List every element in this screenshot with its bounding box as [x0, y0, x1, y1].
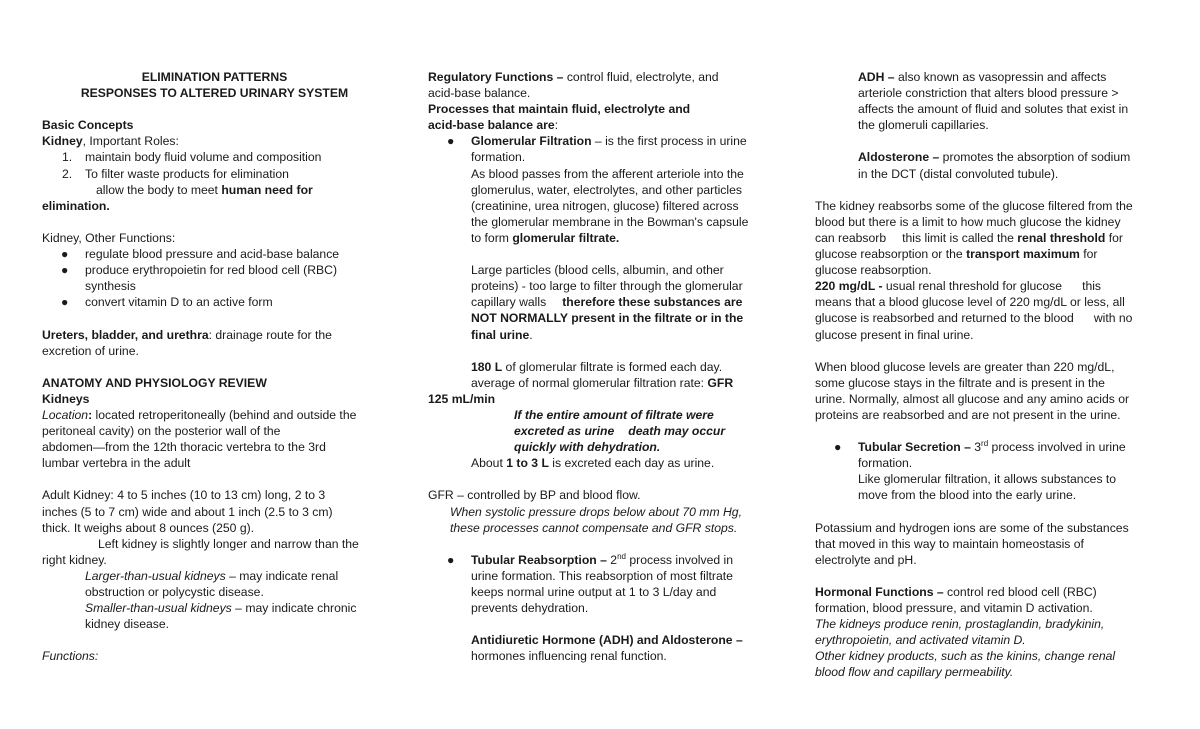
- text-line: If the entire amount of filtrate were: [514, 407, 714, 422]
- list-item: ● convert vitamin D to an active form: [61, 295, 273, 310]
- text-line: Other kidney products, such as the kinins, change renal: [815, 649, 1116, 664]
- text-line: acid-base balance are:: [428, 118, 559, 133]
- text-line: peritoneal cavity) on the posterior wall of the: [42, 424, 281, 439]
- text-line: The kidney reabsorbs some of the glucose filtered from the: [815, 198, 1133, 213]
- text-line: formation.: [858, 456, 913, 471]
- text-line: Larger-than-usual kidneys – may indicate renal: [85, 568, 339, 583]
- text-line: these processes cannot compensate and GFR stops.: [450, 520, 738, 535]
- doc-subtitle: RESPONSES TO ALTERED URINARY SYSTEM: [80, 86, 349, 101]
- text-line: final urine.: [471, 327, 533, 342]
- doc-title: ELIMINATION PATTERNS: [141, 70, 288, 84]
- text-line: urine. Normally, almost all glucose and any amino acids or: [815, 391, 1130, 406]
- list-item: ● Tubular Reabsorption – 2nd process involved in: [447, 551, 734, 567]
- heading-basic-concepts: Basic Concepts: [42, 118, 134, 133]
- text-line: urine formation. This reabsorption of most filtrate: [471, 568, 733, 583]
- text-line: excreted as urine death may occur: [514, 424, 726, 439]
- text-line: glucose is reabsorbed and returned to the blood with no: [815, 311, 1133, 326]
- list-item: 1. maintain body fluid volume and composition: [62, 150, 322, 165]
- text-line: 220 mg/dL - usual renal threshold for glucose this: [815, 279, 1102, 294]
- text-line: As blood passes from the afferent arteriole into the: [471, 166, 744, 181]
- text-line: the glomeruli capillaries.: [858, 118, 989, 133]
- text-line: Large particles (blood cells, albumin, and other: [471, 263, 724, 278]
- list-item: ● regulate blood pressure and acid-base balance: [61, 247, 340, 262]
- text-line: inches (5 to 7 cm) wide and about 1 inch (2.5 to 3 cm): [42, 504, 333, 519]
- heading-anatomy: ANATOMY AND PHYSIOLOGY REVIEW: [42, 375, 267, 390]
- text-line: affects the amount of fluid and solutes that exist in: [858, 102, 1129, 117]
- text-line: quickly with dehydration.: [514, 440, 661, 455]
- text-line: When systolic pressure drops below about 70 mm Hg,: [450, 504, 742, 519]
- column-left: [42, 69, 387, 664]
- bullet-icon: ●: [61, 295, 69, 310]
- text-line: elimination.: [42, 198, 110, 213]
- kidney-roles-line: Kidney, Important Roles:: [42, 134, 179, 149]
- text-line: The kidneys produce renin, prostaglandin, bradykinin,: [815, 617, 1105, 632]
- text-line: right kidney.: [42, 552, 107, 567]
- text-line: formation.: [471, 150, 526, 165]
- text-line: Ureters, bladder, and urethra: drainage route for the: [42, 327, 332, 342]
- text-line: kidney disease.: [85, 617, 170, 632]
- text-line: Regulatory Functions – control fluid, electrolyte, and: [428, 70, 719, 84]
- text-line: Aldosterone – promotes the absorption of sodium: [858, 150, 1131, 165]
- text-line: acid-base balance.: [428, 86, 531, 101]
- text-line: can reabsorb this limit is called the renal threshold for: [815, 230, 1123, 245]
- text-line: Location: located retroperitoneally (behind and outside the: [42, 407, 357, 422]
- text-line: 180 L of glomerular filtrate is formed each day.: [471, 359, 723, 374]
- text-line: glucose reabsorption or the transport maximum for: [815, 247, 1098, 262]
- text-line: proteins are reabsorbed and are not present in the urine.: [815, 407, 1121, 422]
- text-line: Potassium and hydrogen ions are some of the substances: [815, 520, 1129, 535]
- text-line: in the DCT (distal convoluted tubule).: [858, 166, 1059, 181]
- text-line: Adult Kidney: 4 to 5 inches (10 to 13 cm) long, 2 to 3: [42, 488, 326, 503]
- bullet-icon: ●: [61, 247, 69, 262]
- text-line: allow the body to meet human need for: [96, 182, 313, 197]
- bullet-icon: ●: [61, 263, 69, 278]
- text-line: means that a blood glucose level of 220 mg/dL or less, all: [815, 295, 1125, 310]
- text-line: About 1 to 3 L is excreted each day as urine.: [471, 456, 715, 471]
- text-line: thick. It weighs about 8 ounces (250 g).: [42, 520, 255, 535]
- bullet-icon: ●: [834, 440, 842, 455]
- text-line: hormones influencing renal function.: [471, 649, 667, 664]
- text-line: formation, blood pressure, and vitamin D activation.: [815, 601, 1093, 616]
- text-line: blood flow and capillary permeability.: [815, 665, 1014, 680]
- text-line: NOT NORMALLY present in the filtrate or in the: [471, 311, 744, 326]
- text-line: When blood glucose levels are greater than 220 mg/dL,: [815, 359, 1115, 374]
- text-line: Hormonal Functions – control red blood cell (RBC): [815, 585, 1097, 599]
- other-functions-heading: Kidney, Other Functions:: [42, 230, 176, 245]
- text-line: glucose reabsorption.: [815, 263, 932, 278]
- text-line: abdomen—from the 12th thoracic vertebra to the 3rd: [42, 440, 326, 455]
- column-right: [815, 69, 1165, 681]
- text-line: blood but there is a limit to how much glucose the kidney: [815, 214, 1121, 229]
- text-line: capillary walls therefore these substances are: [471, 295, 743, 310]
- text-line: glucose present in final urine.: [815, 327, 974, 342]
- text-line: keeps normal urine output at 1 to 3 L/day and: [471, 585, 717, 599]
- text-line: Like glomerular filtration, it allows substances to: [858, 472, 1117, 487]
- text-line: excretion of urine.: [42, 343, 139, 358]
- text-line: to form glomerular filtrate.: [471, 230, 620, 245]
- bullet-icon: ●: [447, 134, 455, 149]
- text-line: 125 mL/min: [428, 391, 496, 406]
- text-line: (creatinine, urea nitrogen, glucose) filtered across: [471, 198, 739, 213]
- text-line: glomerulus, water, electrolytes, and other particles: [471, 182, 742, 197]
- text-line: obstruction or polycystic disease.: [85, 585, 264, 599]
- text-line: Left kidney is slightly longer and narrow than the: [98, 536, 359, 551]
- list-item: ● produce erythropoietin for red blood cell (RBC): [61, 263, 337, 278]
- text-line: some glucose stays in the filtrate and is present in the: [815, 375, 1105, 390]
- text-line: Processes that maintain fluid, electrolyte and: [428, 102, 691, 117]
- text-line: Smaller-than-usual kidneys – may indicate chronic: [85, 601, 357, 616]
- text-line: arteriole constriction that alters blood pressure >: [858, 86, 1119, 101]
- text-line: proteins) - too large to filter through the glomerular: [471, 279, 743, 294]
- bullet-icon: ●: [447, 552, 455, 567]
- heading-kidneys: Kidneys: [42, 391, 90, 406]
- column-middle: [428, 69, 773, 664]
- text-line: synthesis: [85, 279, 136, 294]
- text-line: move from the blood into the early urine.: [858, 488, 1077, 503]
- text-line: prevents dehydration.: [471, 601, 589, 616]
- text-line: ADH – also known as vasopressin and affects: [858, 70, 1107, 84]
- list-item: ● Tubular Secretion – 3rd process involved in urine: [834, 439, 1126, 455]
- text-line: average of normal glomerular filtration rate: GFR: [471, 375, 734, 390]
- functions-heading: Functions:: [42, 649, 99, 664]
- text-line: electrolyte and pH.: [815, 552, 917, 567]
- text-line: that moved in this way to maintain homeostasis of: [815, 536, 1084, 551]
- text-line: erythropoietin, and activated vitamin D.: [815, 633, 1026, 648]
- text-line: lumbar vertebra in the adult: [42, 456, 191, 471]
- list-item: 2. To filter waste products for elimination: [62, 166, 289, 181]
- text-line: Antidiuretic Hormone (ADH) and Aldosterone –: [471, 633, 743, 648]
- text-line: the glomerular membrane in the Bowman's capsule: [471, 214, 749, 229]
- list-item: ● Glomerular Filtration – is the first process in urine: [447, 134, 747, 149]
- text-line: GFR – controlled by BP and blood flow.: [428, 488, 641, 503]
